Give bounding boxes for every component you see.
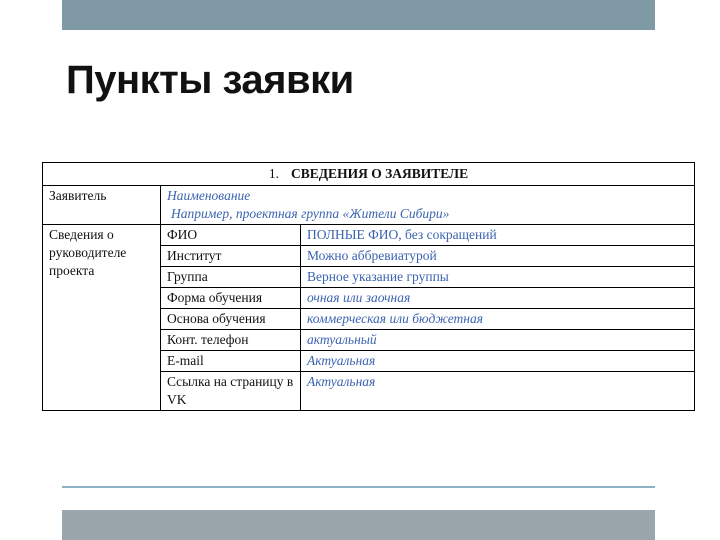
bottom-decor-bar: [62, 510, 655, 540]
field-name: Ссылка на страницу в VK: [161, 372, 301, 411]
table-row-applicant: [43, 186, 695, 225]
field-value: очная или заочная: [301, 288, 695, 309]
field-value: Актуальная: [301, 372, 695, 411]
field-name: Основа обучения: [161, 309, 301, 330]
applicant-value-line2: Например, проектная группа «Жители Сибири»: [171, 206, 450, 221]
field-name: E-mail: [161, 351, 301, 372]
field-value: Актуальная: [301, 351, 695, 372]
field-value: ПОЛНЫЕ ФИО, без сокращений: [301, 225, 695, 246]
top-decor-bar: [62, 0, 655, 30]
field-name: Конт. телефон: [161, 330, 301, 351]
field-value: Можно аббревиатурой: [301, 246, 695, 267]
section-title: СВЕДЕНИЯ О ЗАЯВИТЕЛЕ: [291, 166, 469, 181]
section-heading: [43, 163, 695, 186]
field-name: Группа: [161, 267, 301, 288]
section-number: 1.: [268, 166, 280, 181]
applicant-value-line1: Наименование: [167, 188, 251, 203]
application-table: [42, 162, 695, 411]
field-name: Форма обучения: [161, 288, 301, 309]
slide-title: Пункты заявки: [66, 58, 354, 102]
field-value: актуальный: [301, 330, 695, 351]
field-value: Верное указание группы: [301, 267, 695, 288]
table-heading-row: [43, 163, 695, 186]
leader-label: Сведения о руководителе проекта: [43, 225, 161, 411]
applicant-value: [161, 186, 695, 225]
field-value: коммерческая или бюджетная: [301, 309, 695, 330]
table-row: [43, 225, 695, 246]
applicant-label: Заявитель: [43, 186, 161, 225]
bottom-divider: [62, 486, 655, 488]
field-name: ФИО: [161, 225, 301, 246]
field-name: Институт: [161, 246, 301, 267]
